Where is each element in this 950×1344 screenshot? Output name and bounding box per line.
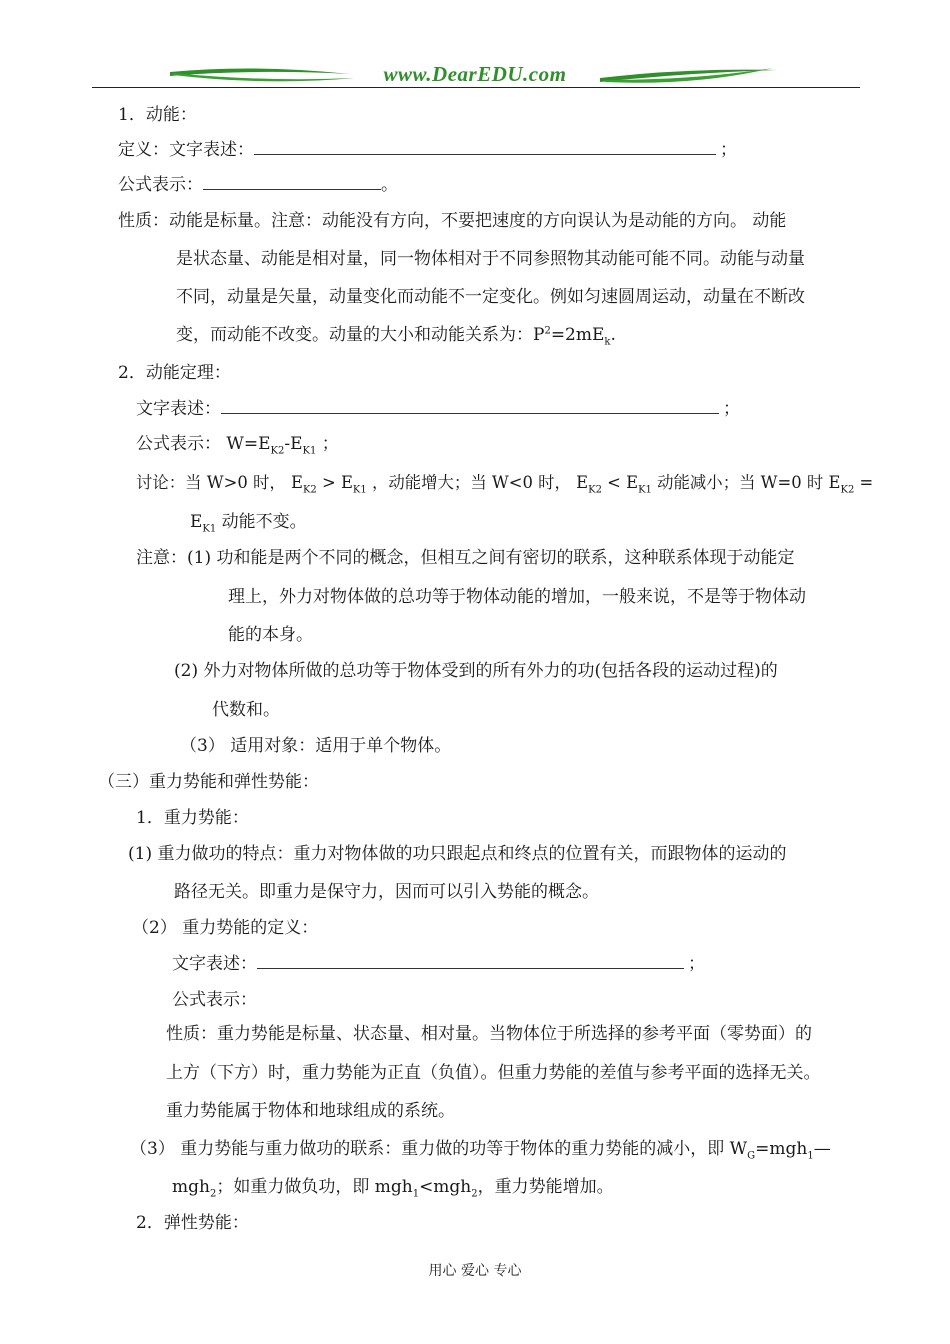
text-run: ；如重力做负功，即 mgh bbox=[216, 1177, 413, 1197]
theorem-formula bbox=[136, 432, 339, 456]
definition-blank bbox=[254, 138, 716, 155]
note-2-line-2: 代数和。 bbox=[212, 700, 280, 720]
section-theorem-title: 2．动能定理： bbox=[118, 363, 231, 383]
formula-end: 。 bbox=[381, 175, 398, 195]
gravity-pe-prop-line-1: 性质：重力势能是标量、状态量、相对量。当物体位于所选择的参考平面（零势面）的 bbox=[166, 1024, 812, 1044]
subscript: K2 bbox=[270, 445, 285, 457]
formula-blank bbox=[203, 173, 381, 190]
gravity-pe-prop-line-3: 重力势能属于物体和地球组成的系统。 bbox=[166, 1101, 455, 1121]
text-run: 动能不变。 bbox=[216, 512, 307, 532]
note-3: （3） 适用对象：适用于单个物体。 bbox=[180, 736, 452, 756]
text-run: ； bbox=[316, 434, 339, 454]
subscript: K2 bbox=[840, 484, 855, 496]
text-run: < E bbox=[601, 473, 639, 492]
text-run: <mgh bbox=[419, 1177, 472, 1197]
subscript: 1 bbox=[412, 1188, 420, 1200]
subscript: K1 bbox=[202, 523, 217, 535]
text-run: ，动能增大；当 W<0 时， E bbox=[366, 473, 589, 492]
theorem-text-blank bbox=[221, 397, 719, 414]
gravity-work-relation-line-1 bbox=[130, 1137, 831, 1161]
page-header bbox=[0, 0, 950, 100]
gravity-pe-text-blank bbox=[257, 952, 684, 969]
gravity-pe-title: 1．重力势能： bbox=[136, 808, 249, 828]
definition-end: ； bbox=[720, 140, 737, 160]
text-run: E bbox=[190, 512, 203, 532]
text-run: — bbox=[813, 1139, 831, 1159]
subscript: K1 bbox=[352, 484, 367, 496]
theorem-text-row bbox=[136, 397, 740, 421]
text-run: （3） 重力势能与重力做功的联系：重力做的功等于物体的重力势能的减小，即 W bbox=[130, 1139, 748, 1159]
note-1-line-2: 理上，外力对物体做的总功等于物体动能的增加，一般来说，不是等于物体动 bbox=[228, 587, 806, 607]
subscript: K2 bbox=[302, 484, 317, 496]
text-run: 动能减小；当 W=0 时 E bbox=[651, 473, 841, 492]
property-line-3: 不同，动量是矢量，动量变化而动能不一定变化。例如匀速圆周运动，动量在不断改 bbox=[176, 287, 805, 307]
text-run: 讨论：当 W>0 时， E bbox=[136, 473, 303, 492]
text-run: 公式表示： W=E bbox=[136, 434, 271, 454]
text-run: -E bbox=[284, 434, 303, 454]
subscript: K2 bbox=[588, 484, 602, 496]
section-potential-energy-title: （三）重力势能和弹性势能： bbox=[98, 772, 319, 792]
text-run: =mgh bbox=[755, 1139, 808, 1159]
gravity-pe-text-label: 文字表述： bbox=[172, 954, 257, 974]
gravity-pe-formula-label: 公式表示： bbox=[172, 990, 257, 1010]
superscript: 2 bbox=[544, 325, 551, 337]
gravity-pe-prop-line-2: 上方（下方）时，重力势能为正直（负值）。但重力势能的差值与参考平面的选择无关。 bbox=[166, 1063, 821, 1083]
gravity-work-relation-line-2 bbox=[172, 1175, 614, 1199]
note-1-line-3: 能的本身。 bbox=[228, 625, 313, 645]
note-1-line-1: 注意：(1) 功和能是两个不同的概念，但相互之间有密切的联系，这种联系体现于动能定 bbox=[136, 548, 795, 568]
subscript: 2 bbox=[209, 1188, 217, 1200]
theorem-text-label: 文字表述： bbox=[136, 399, 221, 419]
section-kinetic-energy-title: 1．动能： bbox=[118, 105, 197, 125]
definition-row bbox=[118, 138, 737, 162]
subscript: K1 bbox=[638, 484, 652, 496]
gravity-pe-text-row bbox=[172, 952, 705, 976]
text-run: 变，而动能不改变。动量的大小和动能关系为：P bbox=[176, 325, 545, 345]
site-logo-text[interactable]: www.DearEDU.com bbox=[383, 62, 567, 86]
formula-row bbox=[118, 173, 398, 197]
definition-label: 定义：文字表述： bbox=[118, 140, 254, 160]
elastic-pe-title: 2．弹性势能： bbox=[136, 1213, 249, 1233]
formula-label: 公式表示： bbox=[118, 175, 203, 195]
text-run: mgh bbox=[172, 1177, 210, 1197]
gravity-pe-def-title: （2） 重力势能的定义： bbox=[132, 918, 319, 938]
page-footer: 用心 爱心 专心 bbox=[428, 1263, 522, 1279]
subscript: K1 bbox=[302, 445, 317, 457]
property-line-4 bbox=[176, 323, 616, 347]
discussion-line-1 bbox=[136, 471, 873, 495]
gravity-pe-text-end: ； bbox=[688, 954, 705, 974]
text-run: . bbox=[610, 325, 616, 345]
property-line-2: 是状态量、动能是相对量，同一物体相对于不同参照物其动能可能不同。动能与动量 bbox=[176, 249, 805, 269]
header-divider bbox=[92, 87, 860, 88]
theorem-text-end: ； bbox=[723, 399, 740, 419]
discussion-line-2 bbox=[190, 510, 307, 534]
text-run: > E bbox=[316, 473, 353, 492]
gravity-work-line-1: (1) 重力做功的特点：重力对物体做的功只跟起点和终点的位置有关，而跟物体的运动的 bbox=[128, 844, 787, 864]
subscript: k bbox=[604, 336, 611, 348]
text-run: ，重力势能增加。 bbox=[477, 1177, 614, 1197]
gravity-work-line-2: 路径无关。即重力是保守力，因而可以引入势能的概念。 bbox=[174, 882, 599, 902]
property-line-1: 性质：动能是标量。注意：动能没有方向，不要把速度的方向误认为是动能的方向。 动能 bbox=[118, 211, 787, 231]
subscript: G bbox=[747, 1150, 756, 1162]
subscript: 1 bbox=[807, 1150, 814, 1162]
subscript: 2 bbox=[471, 1188, 478, 1200]
text-run: = bbox=[854, 473, 874, 492]
note-2-line-1: (2) 外力对物体所做的总功等于物体受到的所有外力的功(包括各段的运动过程)的 bbox=[174, 661, 778, 681]
text-run: =2mE bbox=[550, 325, 605, 345]
